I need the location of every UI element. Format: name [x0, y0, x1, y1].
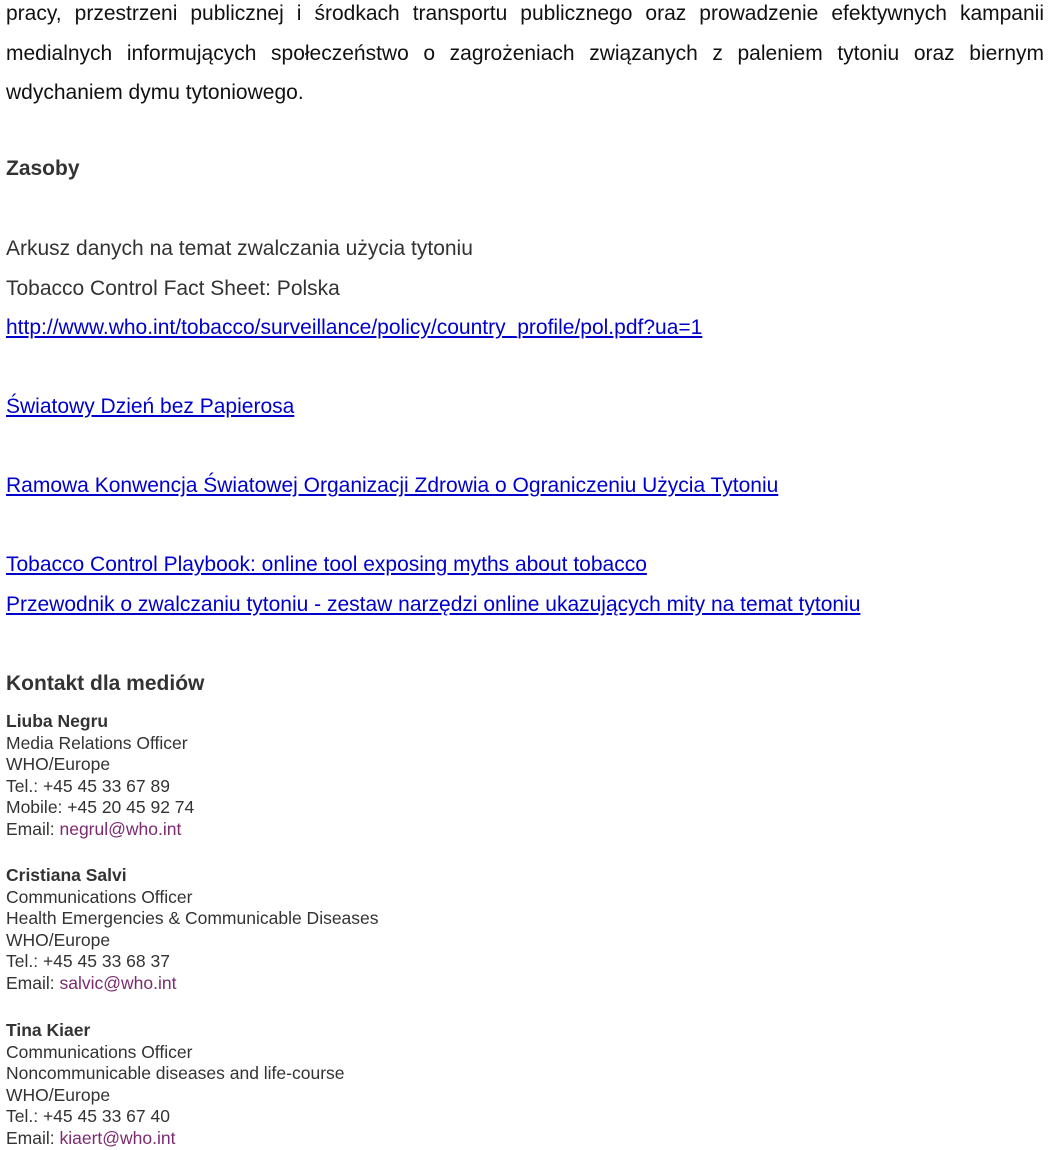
contact-line: WHO/Europe — [6, 929, 111, 950]
fact-sheet-pl-text: Arkusz danych na temat zwalczania użycia tytoniu — [6, 237, 473, 260]
contact-line: Tel.: +45 45 33 68 37 — [6, 951, 170, 972]
contact-card — [6, 711, 194, 841]
contact-email-row — [6, 819, 194, 841]
contact-line: WHO/Europe — [6, 1084, 111, 1105]
contact-line: Tel.: +45 45 33 67 40 — [6, 1106, 170, 1127]
resources-heading: Zasoby — [6, 157, 80, 180]
contact-email-row — [6, 973, 379, 995]
contact-line: Health Emergencies & Communicable Diseases — [6, 908, 379, 929]
contact-line: WHO/Europe — [6, 754, 111, 775]
contact-email-link[interactable]: negrul@who.int — [59, 818, 182, 839]
contact-name: Liuba Negru — [6, 711, 109, 731]
fact-sheet-en-text: Tobacco Control Fact Sheet: Polska — [6, 277, 340, 300]
email-label: Email: — [6, 818, 60, 839]
contact-name: Tina Kiaer — [6, 1020, 91, 1040]
email-label: Email: — [6, 972, 60, 993]
contact-line: Tel.: +45 45 33 67 89 — [6, 775, 170, 796]
contact-email-row — [6, 1128, 345, 1150]
contact-email-link[interactable]: kiaert@who.int — [59, 1127, 176, 1148]
contact-line: Media Relations Officer — [6, 732, 188, 753]
playbook-pl-link[interactable]: Przewodnik o zwalczaniu tytoniu - zestaw narzędzi online ukazujących mity na temat tytoniu — [6, 593, 861, 616]
contact-line: Noncommunicable diseases and life-course — [6, 1063, 345, 1084]
contact-name: Cristiana Salvi — [6, 865, 127, 885]
intro-paragraph: pracy, przestrzeni publicznej i środkach transportu publicznego oraz prowadzenie efektywnych kampanii medialnych informujących społeczeństwo o zagrożeniach związanych z paleniem tytoniu oraz biernym wdychaniem dymu tytoniowego. — [6, 2, 1044, 104]
contact-line: Communications Officer — [6, 886, 193, 907]
contact-line: Communications Officer — [6, 1041, 193, 1062]
email-label: Email: — [6, 1127, 60, 1148]
contact-card — [6, 1020, 345, 1150]
framework-convention-link[interactable]: Ramowa Konwencja Światowej Organizacji Zdrowia o Ograniczeniu Użycia Tytoniu — [6, 474, 779, 497]
contact-card — [6, 865, 379, 995]
contact-email-link[interactable]: salvic@who.int — [59, 972, 177, 993]
world-no-tobacco-day-link[interactable]: Światowy Dzień bez Papierosa — [6, 395, 295, 418]
playbook-en-link[interactable]: Tobacco Control Playbook: online tool exposing myths about tobacco — [6, 553, 647, 576]
fact-sheet-link[interactable]: http://www.who.int/tobacco/surveillance/policy/country_profile/pol.pdf?ua=1 — [6, 316, 703, 339]
media-contact-heading: Kontakt dla mediów — [6, 672, 205, 695]
contact-line: Mobile: +45 20 45 92 74 — [6, 797, 195, 818]
